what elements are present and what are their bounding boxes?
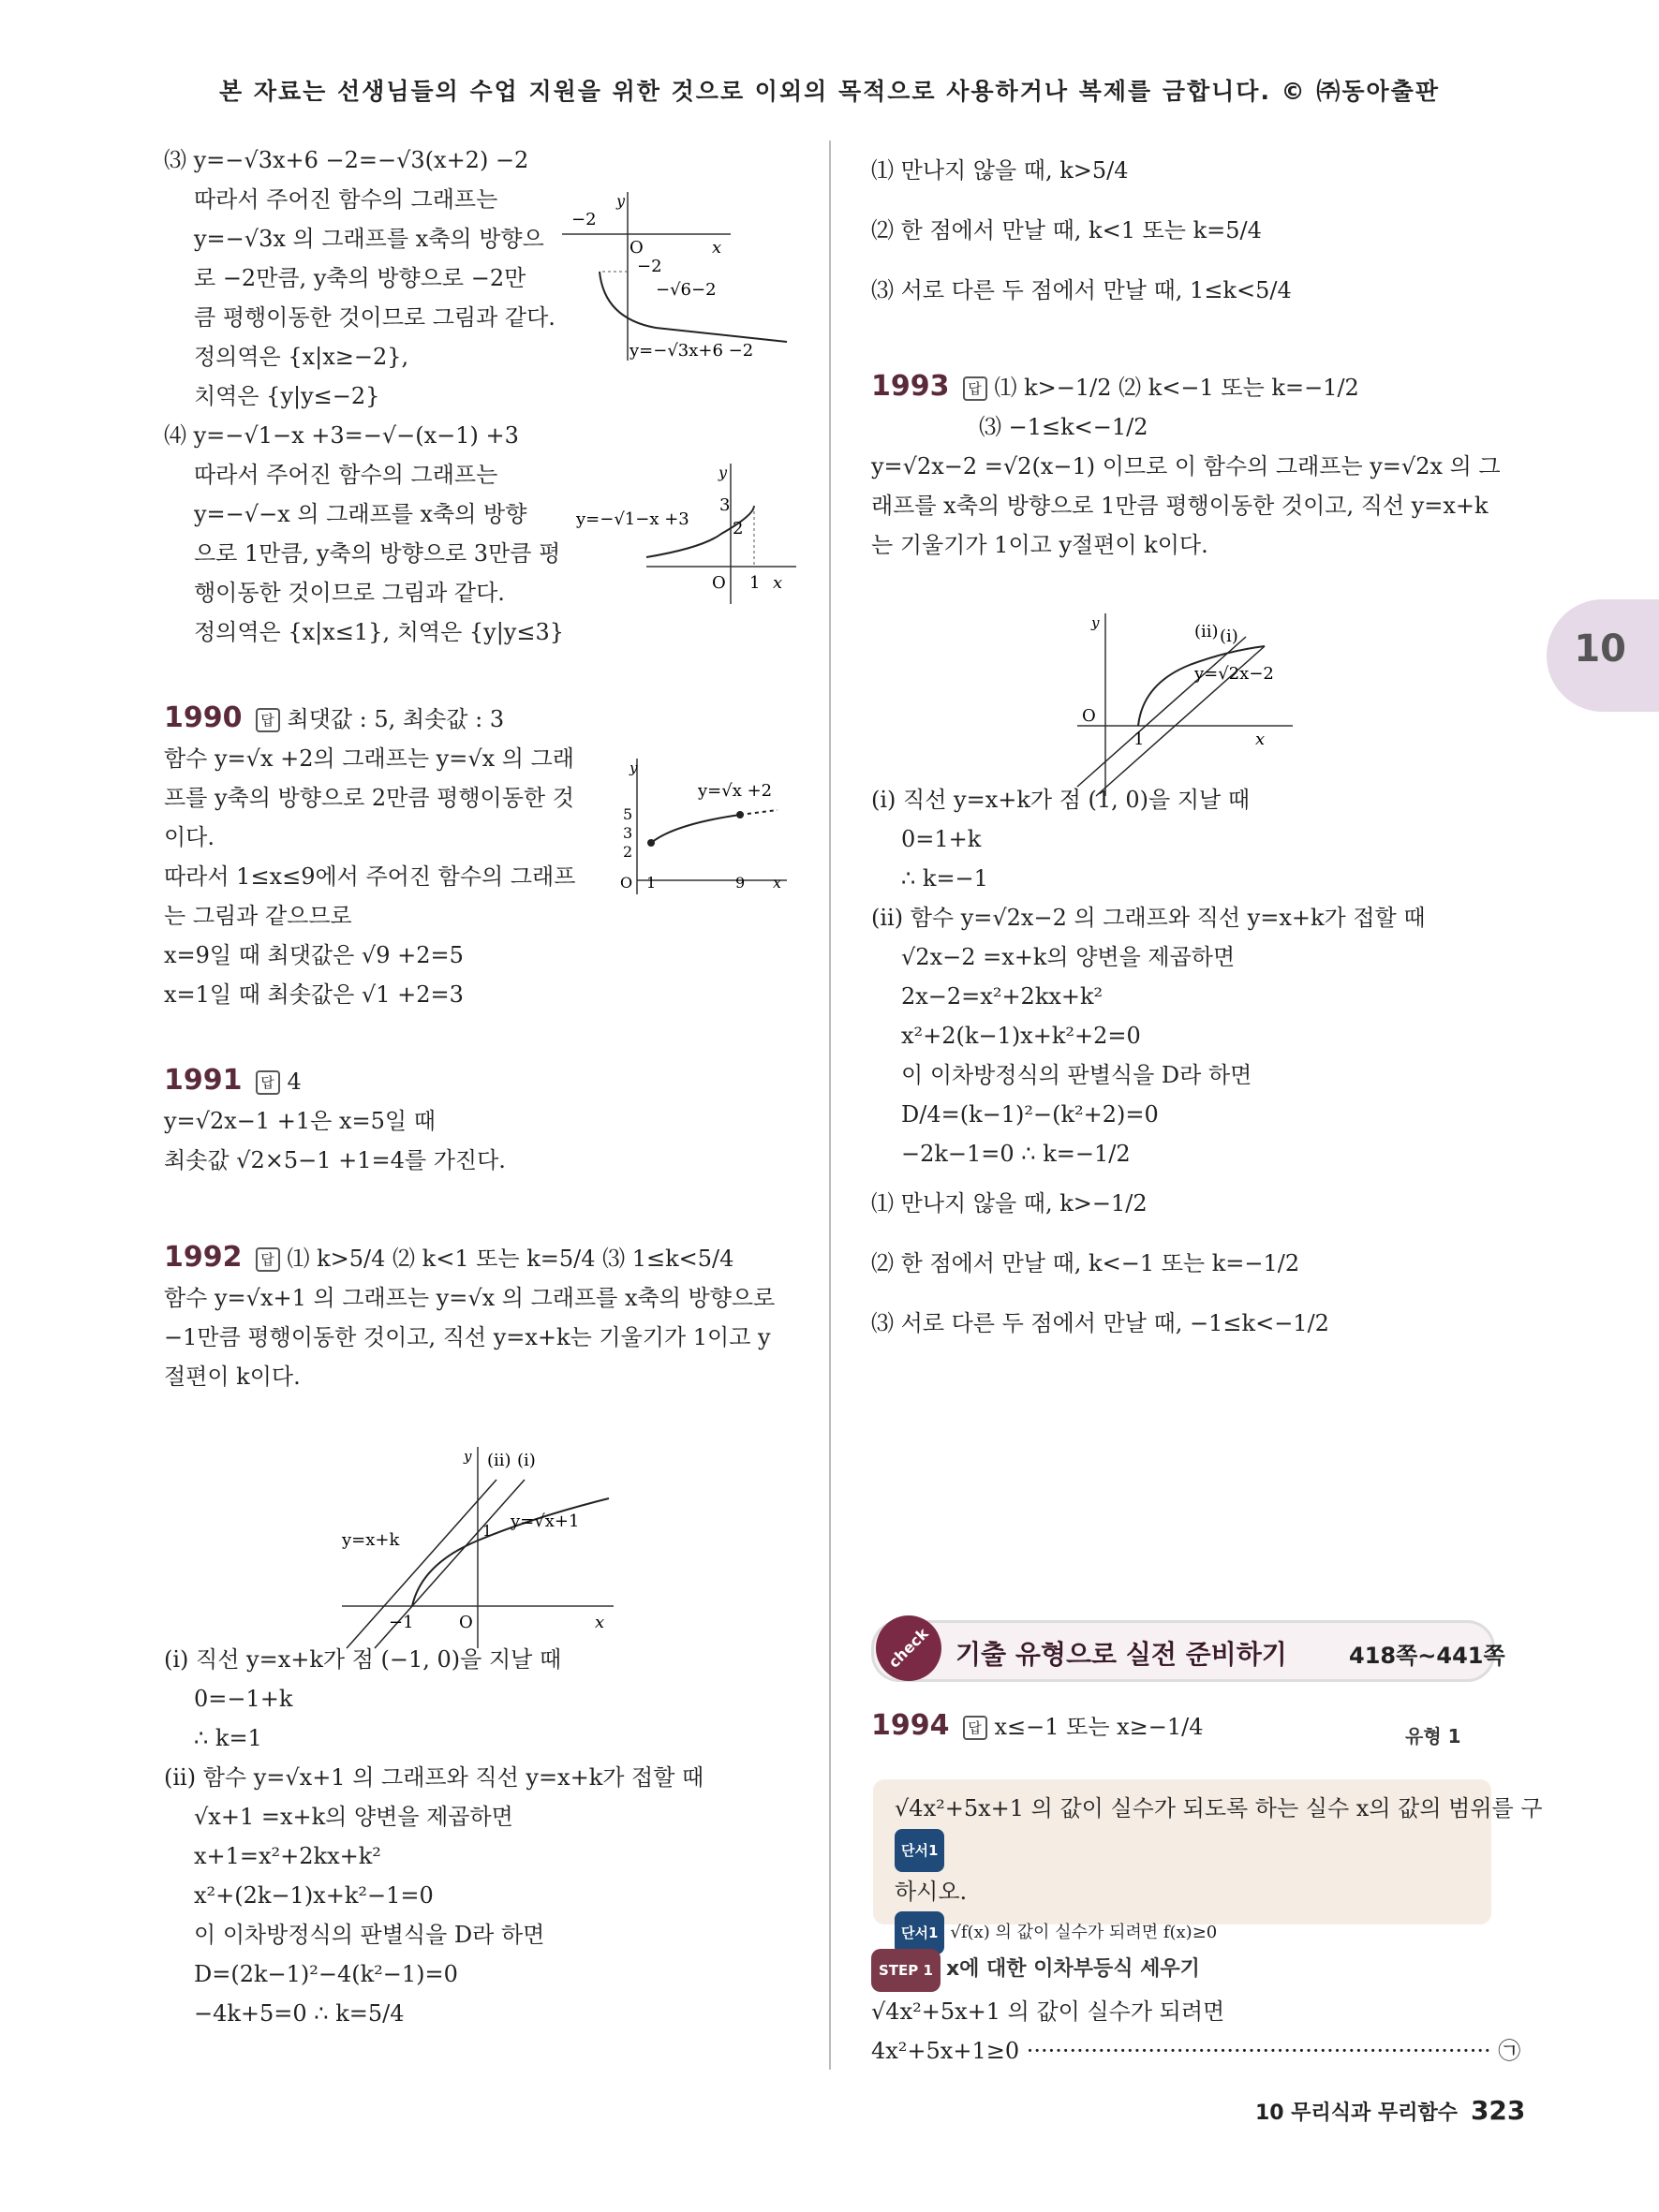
text-line: 4x²+5x+1≥0 ································································· ㉠ bbox=[871, 2038, 1521, 2064]
text-line: √2x−2 =x+k의 양변을 제곱하면 bbox=[901, 944, 1236, 970]
tick-label: O bbox=[620, 874, 633, 892]
copyright-header: 본 자료는 선생님들의 수업 지원을 위한 것으로 이외의 목적으로 사용하거나 복제를 금합니다. © ㈜동아출판 bbox=[219, 78, 1440, 105]
text-line: (ii) 함수 y=√2x−2 의 그래프와 직선 y=x+k가 접할 때 bbox=[871, 905, 1426, 931]
column-divider bbox=[829, 140, 831, 2070]
line-label: (ii) bbox=[487, 1451, 511, 1470]
problem-number: 1991 bbox=[164, 1064, 243, 1097]
text-line: 는 그림과 같으므로 bbox=[164, 903, 352, 929]
text-line: y=√2x−1 +1은 x=5일 때 bbox=[164, 1108, 436, 1134]
answer-icon: 답 bbox=[256, 708, 280, 732]
answer-text: ⑴ k>5/4 ⑵ k<1 또는 k=5/4 ⑶ 1≤k<5/4 bbox=[287, 1246, 734, 1272]
curve-label: y=−√3x+6 −2 bbox=[630, 341, 754, 361]
clue-tag: 단서1 bbox=[895, 1829, 944, 1872]
tick-label: 3 bbox=[623, 824, 633, 842]
text-line: √4x²+5x+1 의 값이 실수가 되려면 bbox=[871, 1998, 1225, 2025]
graph-1992 bbox=[337, 1442, 618, 1658]
axis-label: −√6−2 bbox=[656, 280, 717, 300]
text-line: x²+(2k−1)x+k²−1=0 bbox=[194, 1882, 434, 1909]
tick-label: 5 bbox=[623, 805, 633, 823]
text-line: −2k−1=0 ∴ k=−1/2 bbox=[901, 1141, 1131, 1167]
answer-text: 최댓값 : 5, 최솟값 : 3 bbox=[287, 706, 505, 732]
text-line: (ii) 함수 y=√x+1 의 그래프와 직선 y=x+k가 접할 때 bbox=[164, 1764, 704, 1791]
text-line: y=−√−x 의 그래프를 x축의 방향 bbox=[194, 501, 527, 527]
problem-1991 bbox=[164, 1061, 801, 1180]
axis-label: 3 bbox=[719, 495, 731, 515]
text-line: 2x−2=x²+2kx+k² bbox=[901, 983, 1104, 1010]
axis-label: −2 bbox=[571, 210, 597, 229]
text-line: 따라서 주어진 함수의 그래프는 bbox=[194, 186, 498, 213]
step-1 bbox=[871, 1948, 1521, 2071]
chapter-name: 10 무리식과 무리함수 bbox=[1255, 2101, 1458, 2125]
answer-text: ⑴ k>−1/2 ⑵ k<−1 또는 k=−1/2 bbox=[994, 375, 1359, 401]
text-line: 0=1+k bbox=[901, 826, 982, 852]
text-line: 정의역은 {x|x≤1}, 치역은 {y|y≤3} bbox=[194, 619, 564, 645]
text-line: 는 기울기가 1이고 y절편이 k이다. bbox=[871, 532, 1208, 558]
axis-label: x bbox=[773, 573, 783, 593]
axis-label: 2 bbox=[733, 519, 744, 538]
text-line: 래프를 x축의 방향으로 1만큼 평행이동한 것이고, 직선 y=x+k bbox=[871, 493, 1489, 519]
problem-1994 bbox=[871, 1706, 1204, 1747]
line-label: (i) bbox=[517, 1451, 536, 1470]
step-title: x에 대한 이차부등식 세우기 bbox=[945, 1957, 1200, 1981]
text-line: ⑴ 만나지 않을 때, k>5/4 bbox=[871, 157, 1129, 184]
problem-number: 1993 bbox=[871, 370, 950, 403]
line-label: (i) bbox=[1220, 627, 1238, 646]
line-label: (ii) bbox=[1194, 622, 1219, 641]
axis-label: y bbox=[616, 192, 626, 210]
text-line: D=(2k−1)²−4(k²−1)=0 bbox=[194, 1961, 458, 1987]
text-line: ⑵ 한 점에서 만날 때, k<−1 또는 k=−1/2 bbox=[871, 1250, 1300, 1276]
text-line: 치역은 {y|y≤−2} bbox=[194, 383, 380, 409]
clue-tag: 단서1 bbox=[895, 1911, 944, 1954]
text-line: x=9일 때 최댓값은 √9 +2=5 bbox=[164, 942, 464, 968]
axis-label: y bbox=[1091, 614, 1100, 631]
text-line: 프를 y축의 방향으로 2만큼 평행이동한 것 bbox=[164, 785, 574, 811]
problem-number: 1992 bbox=[164, 1241, 243, 1274]
text-line: ∴ k=−1 bbox=[901, 865, 988, 892]
line-label: y=x+k bbox=[342, 1530, 400, 1550]
check-pages: 418쪽~441쪽 bbox=[1349, 1643, 1505, 1669]
text-line: 이다. bbox=[164, 824, 215, 850]
axis-label: y bbox=[464, 1448, 472, 1465]
tick-label: 1 bbox=[646, 874, 657, 892]
axis-label: x bbox=[712, 238, 722, 258]
text-line: ∴ k=1 bbox=[194, 1725, 262, 1751]
graph-part-4 bbox=[571, 459, 806, 609]
text-line: 이 이차방정식의 판별식을 D라 하면 bbox=[901, 1062, 1252, 1088]
problem-number: 1994 bbox=[871, 1709, 950, 1742]
axis-label: −2 bbox=[637, 257, 662, 276]
text-line: 절편이 k이다. bbox=[164, 1364, 301, 1390]
answer-icon: 답 bbox=[963, 376, 987, 401]
tick-label: 1 bbox=[1133, 730, 1145, 749]
graph-part-3 bbox=[562, 187, 806, 365]
axis-label: x bbox=[773, 874, 782, 892]
tick-label: 2 bbox=[623, 843, 633, 861]
text-line: (i) 직선 y=x+k가 점 (1, 0)을 지날 때 bbox=[871, 787, 1251, 813]
type-label: 유형 1 bbox=[1405, 1725, 1461, 1747]
text-line: 로 −2만큼, y축의 방향으로 −2만 bbox=[194, 265, 526, 291]
text-line: ⑷ y=−√1−x +3=−√−(x−1) +3 bbox=[164, 422, 519, 449]
answer-icon: 답 bbox=[256, 1070, 280, 1095]
text-line: 함수 y=√x+1 의 그래프는 y=√x 의 그래프를 x축의 방향으로 bbox=[164, 1285, 776, 1311]
curve-label: y=√x +2 bbox=[698, 781, 773, 801]
tick-label: 1 bbox=[482, 1522, 493, 1540]
text-line: x²+2(k−1)x+k²+2=0 bbox=[901, 1023, 1141, 1049]
tick-label: −1 bbox=[389, 1613, 414, 1632]
text-line: x+1=x²+2kx+k² bbox=[194, 1843, 381, 1869]
text-line: −1만큼 평행이동한 것이고, 직선 y=x+k는 기울기가 1이고 y bbox=[164, 1324, 771, 1350]
step-tag: STEP 1 bbox=[871, 1949, 941, 1992]
text-line: ⑵ 한 점에서 만날 때, k<1 또는 k=5/4 bbox=[871, 217, 1262, 243]
question-text: 하시오. bbox=[895, 1879, 968, 1905]
text-line: (i) 직선 y=x+k가 점 (−1, 0)을 지날 때 bbox=[164, 1646, 562, 1673]
page-number: 323 bbox=[1470, 2095, 1526, 2126]
text-line: 으로 1만큼, y축의 방향으로 3만큼 평 bbox=[194, 540, 561, 567]
text-line: 행이동한 것이므로 그림과 같다. bbox=[194, 580, 505, 606]
text-line: y=−√3x 의 그래프를 x축의 방향으 bbox=[194, 226, 544, 252]
text-line: 따라서 1≤x≤9에서 주어진 함수의 그래프 bbox=[164, 863, 576, 890]
problem-1993 bbox=[871, 367, 1499, 1353]
curve-label: y=√x+1 bbox=[511, 1512, 580, 1531]
curve-label: y=√2x−2 bbox=[1194, 664, 1274, 684]
question-content bbox=[895, 1789, 1543, 1954]
left-column bbox=[164, 140, 801, 2033]
answer-icon: 답 bbox=[256, 1247, 280, 1272]
text-line: ⑶ 서로 다른 두 점에서 만날 때, −1≤k<−1/2 bbox=[871, 1310, 1329, 1336]
answer-text: 4 bbox=[287, 1069, 302, 1095]
tick-label: O bbox=[459, 1613, 473, 1632]
question-text: √4x²+5x+1 의 값이 실수가 되도록 하는 실수 x의 값의 범위를 구 bbox=[895, 1795, 1543, 1821]
text-line: 이 이차방정식의 판별식을 D라 하면 bbox=[194, 1922, 545, 1948]
text-line: 큼 평행이동한 것이므로 그림과 같다. bbox=[194, 304, 555, 331]
axis-label: O bbox=[712, 573, 726, 593]
text-line: ⑴ 만나지 않을 때, k>−1/2 bbox=[871, 1190, 1148, 1217]
chapter-tab-number: 10 bbox=[1574, 627, 1626, 671]
graph-1993 bbox=[1059, 609, 1302, 805]
tick-label: O bbox=[1082, 706, 1096, 726]
curve-label: y=−√1−x +3 bbox=[576, 509, 689, 529]
tick-label: 9 bbox=[735, 874, 746, 892]
text-line: 정의역은 {x|x≥−2}, bbox=[194, 344, 409, 370]
text-line: 함수 y=√x +2의 그래프는 y=√x 의 그래 bbox=[164, 745, 574, 772]
axis-label: x bbox=[595, 1613, 605, 1632]
check-badge: check bbox=[863, 1602, 955, 1695]
axis-label: x bbox=[1255, 730, 1266, 749]
text-line: y=√2x−2 =√2(x−1) 이므로 이 함수의 그래프는 y=√2x 의 그 bbox=[871, 453, 1501, 479]
text-line: 0=−1+k bbox=[194, 1686, 293, 1712]
axis-label: 1 bbox=[749, 573, 761, 593]
check-title: 기출 유형으로 실전 준비하기 bbox=[955, 1639, 1287, 1670]
answer-text: ⑶ −1≤k<−1/2 bbox=[979, 414, 1148, 440]
text-line: 따라서 주어진 함수의 그래프는 bbox=[194, 462, 498, 488]
text-line: D/4=(k−1)²−(k²+2)=0 bbox=[901, 1101, 1159, 1128]
answer-icon: 답 bbox=[963, 1716, 987, 1740]
axis-label: y bbox=[630, 759, 638, 776]
axis-label: y bbox=[718, 464, 728, 481]
graph-1990 bbox=[609, 749, 796, 899]
text-line: ⑶ 서로 다른 두 점에서 만날 때, 1≤k<5/4 bbox=[871, 277, 1292, 303]
text-line: −4k+5=0 ∴ k=5/4 bbox=[194, 2000, 405, 2027]
problem-number: 1990 bbox=[164, 701, 243, 734]
axis-label: O bbox=[630, 238, 644, 258]
text-line: x=1일 때 최솟값은 √1 +2=3 bbox=[164, 981, 464, 1008]
text-line: ⑶ y=−√3x+6 −2=−√3(x+2) −2 bbox=[164, 147, 529, 173]
text-line: 최솟값 √2×5−1 +1=4를 가진다. bbox=[164, 1147, 506, 1173]
answer-text: x≤−1 또는 x≥−1/4 bbox=[994, 1714, 1204, 1740]
hint-text: √f(x) 의 값이 실수가 되려면 f(x)≥0 bbox=[950, 1923, 1218, 1942]
page-footer bbox=[1255, 2095, 1525, 2126]
text-line: √x+1 =x+k의 양변을 제곱하면 bbox=[194, 1804, 513, 1830]
